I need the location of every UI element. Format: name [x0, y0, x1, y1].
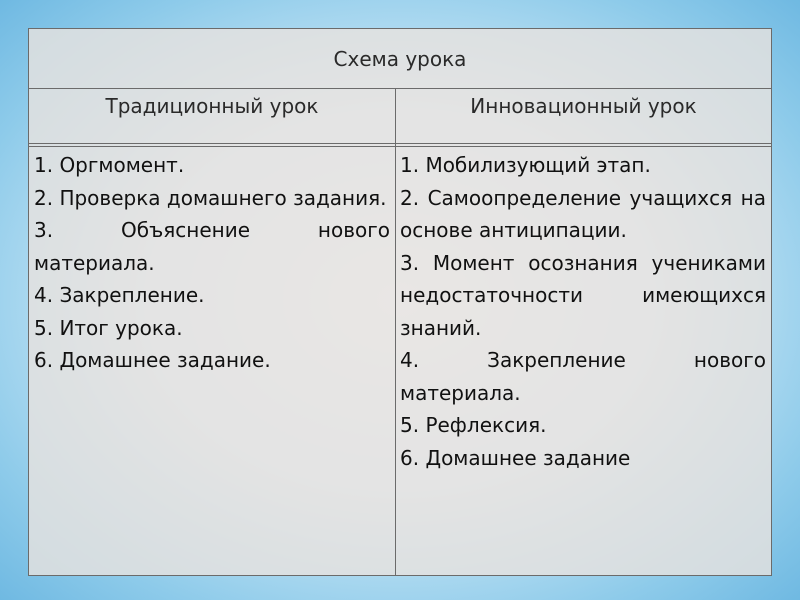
list-item: 1. Мобилизующий этап. — [400, 153, 651, 177]
list-item: 4. Закрепление. — [34, 283, 205, 307]
list-item: 4. Закрепление нового материала. — [400, 348, 766, 405]
table-header-row — [29, 89, 771, 144]
list-item: 1. Оргмомент. — [34, 153, 185, 177]
table-title: Схема урока — [29, 29, 771, 89]
header-separator — [29, 143, 771, 147]
list-item: 5. Рефлексия. — [400, 413, 547, 437]
header-traditional-lesson: Традиционный урок — [105, 94, 319, 118]
innovative-lesson-steps — [400, 149, 766, 474]
list-item: 2. Самоопределение учащихся на основе антиципации. — [400, 185, 766, 242]
list-item: 6. Домашнее задание. — [34, 348, 271, 372]
lesson-scheme-table — [28, 28, 772, 576]
list-item: 3. Момент осознания учениками недостаточности имеющихся знаний. — [400, 250, 766, 340]
list-item: 3. Объяснение нового материала. — [34, 218, 390, 275]
list-item: 6. Домашнее задание — [400, 445, 631, 470]
list-item: 5. Итог урока. — [34, 315, 183, 340]
column-divider — [395, 89, 396, 575]
header-innovative-lesson: Инновационный урок — [470, 94, 697, 118]
traditional-lesson-steps — [34, 149, 390, 377]
list-item: 2. Проверка домашнего задания. — [34, 185, 387, 210]
